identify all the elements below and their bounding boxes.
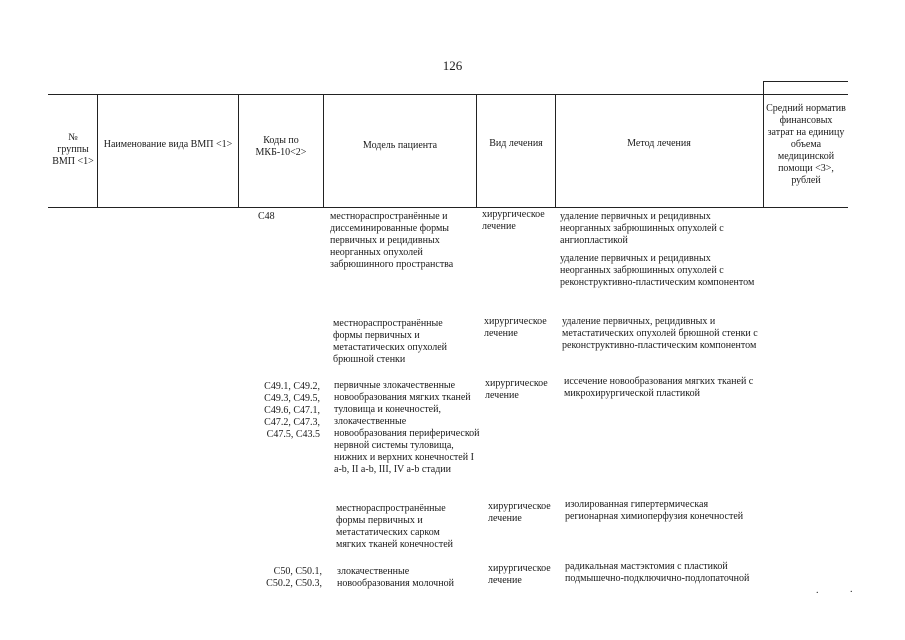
treatment-type-cell: хирургическое лечение (482, 209, 545, 232)
icd-code-cell: С48 (258, 211, 275, 222)
treatment-method-cell: радикальная мастэктомия с пластикой подмышечно-подключично-подлопаточной (565, 561, 750, 584)
header-treatment-type: Вид лечения (489, 138, 543, 149)
treatment-type-cell: хирургическое лечение (485, 378, 548, 401)
column-divider (763, 82, 764, 208)
patient-model-cell: злокачественные новообразования молочной (337, 566, 454, 589)
patient-model-cell: местнораспространённые формы первичных и метастатических опухолей брюшной стенки (333, 318, 448, 365)
treatment-type-cell: хирургическое лечение (484, 316, 547, 339)
treatment-type-cell: хирургическое лечение (488, 501, 551, 524)
header-icd-codes: Коды по МКБ-10<2> (255, 135, 307, 158)
column-divider (238, 94, 239, 208)
treatment-method-cell: удаление первичных, рецидивных и метастатических опухолей брюшной стенки с реконструктивно-пластическим компонентом (562, 316, 758, 351)
treatment-method-cell: иссечение новообразования мягких тканей с микрохирургической пластикой (564, 376, 754, 399)
patient-model-cell: местнораспространённые формы первичных и метастатических сарком мягких тканей конечностей (336, 503, 454, 550)
header-top-rule-right (763, 81, 848, 82)
header-patient-model: Модель пациента (362, 140, 438, 151)
column-divider (476, 94, 477, 208)
column-divider (323, 94, 324, 208)
scan-speck: . (816, 585, 819, 596)
treatment-method-cell: удаление первичных и рецидивных неорганных забрюшинных опухолей с ангиопластикой (560, 211, 724, 246)
treatment-method-cell: изолированная гипертермическая регионарная химиоперфузия конечностей (565, 499, 744, 522)
patient-model-cell: первичные злокачественные новообразования мягких тканей туловища и конечностей, злокачественные новообразования периферической нервной системы туловища, нижних и верхних конечностей I a-b, II a-b, III, IV a-b стадии (334, 380, 480, 475)
page-number: 126 (442, 58, 463, 73)
patient-model-cell: местнораспространённые и диссеминированные формы первичных и рецидивных неорганных опухолей забрюшинного пространства (330, 211, 454, 270)
column-divider (555, 94, 556, 208)
header-bottom-rule (48, 207, 848, 208)
icd-code-cell: С50, С50.1, С50.2, С50.3, (266, 566, 322, 589)
header-avg-cost: Средний норматив финансовых затрат на единицу объема медицинской помощи <3>, рублей (766, 103, 846, 186)
icd-code-cell: С49.1, С49.2, С49.3, С49.5, С49.6, С47.1, С47.2, С47.3, С47.5, С43.5 (264, 381, 320, 440)
treatment-type-cell: хирургическое лечение (488, 563, 551, 586)
scan-speck: . (850, 584, 853, 595)
column-divider (97, 94, 98, 208)
header-treatment-method: Метод лечения (627, 138, 691, 149)
treatment-method-cell: удаление первичных и рецидивных неорганных забрюшинных опухолей с реконструктивно-пластическим компонентом (560, 253, 755, 288)
header-top-rule (48, 94, 848, 95)
header-vmp-name: Наименование вида ВМП <1> (103, 139, 233, 150)
header-group-number: № группы ВМП <1> (52, 132, 94, 167)
